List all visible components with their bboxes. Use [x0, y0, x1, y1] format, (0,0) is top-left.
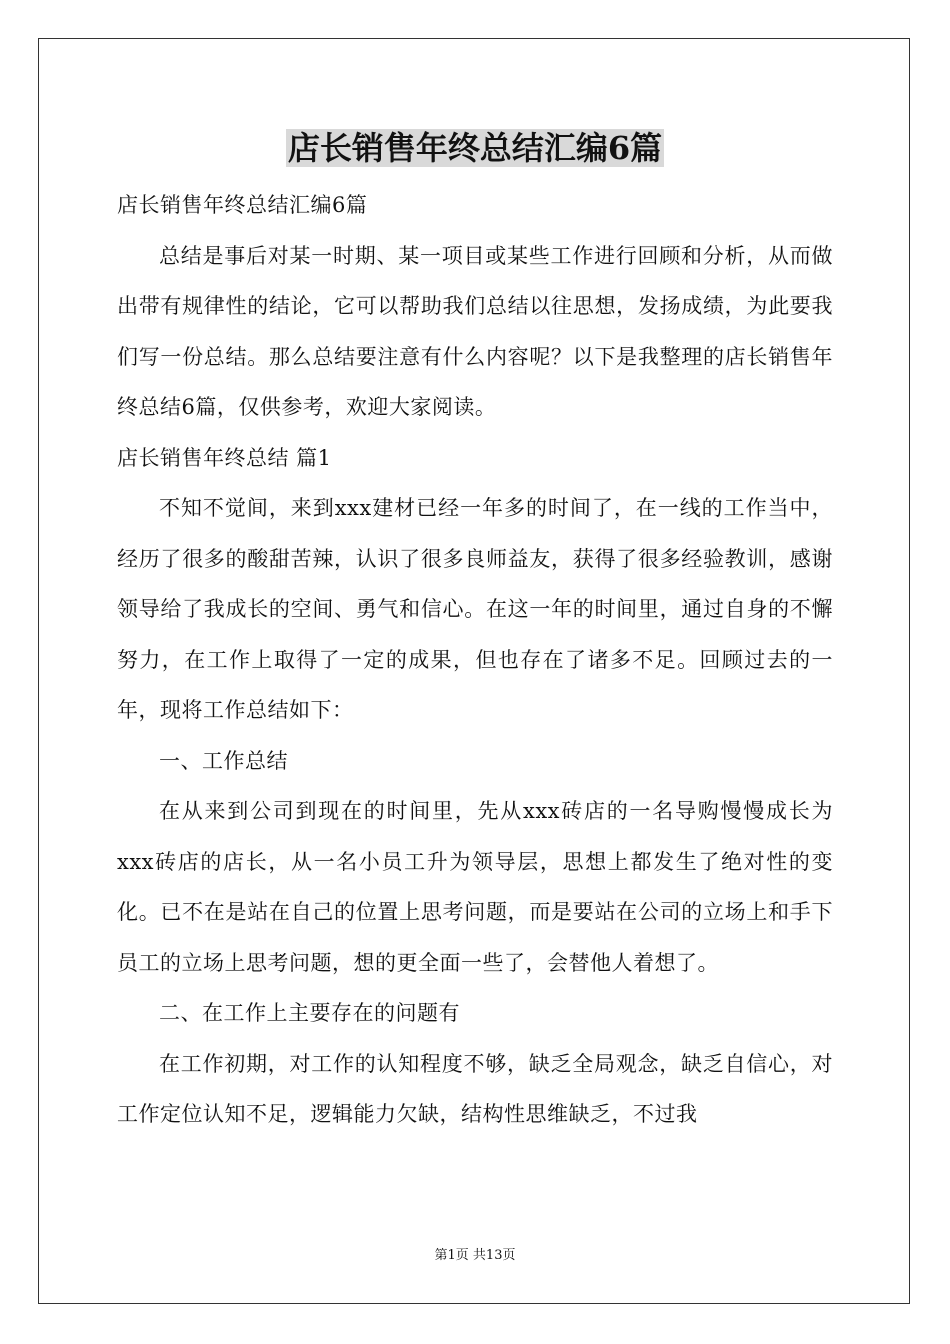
- document-title-text: 店长销售年终总结汇编6篇: [287, 129, 663, 167]
- subheading-problems: 二、在工作上主要存在的问题有: [159, 1001, 460, 1025]
- document-body: [117, 180, 833, 1140]
- document-title: [0, 126, 950, 170]
- page-footer: 第1页 共13页: [434, 1248, 516, 1263]
- intro-paragraph: 总结是事后对某一时期、某一项目或某些工作进行回顾和分析，从而做出带有规律性的结论，它可以帮助我们总结以往思想，发扬成绩，为此要我们写一份总结。那么总结要注意有什么内容呢？以下是我整理的店长销售年终总结6篇，仅供参考，欢迎大家阅读。: [117, 243, 833, 419]
- subheading-work-summary: 一、工作总结: [159, 748, 288, 773]
- section-heading-part-1: 店长销售年终总结 篇1: [117, 445, 332, 470]
- body-paragraph: 在从来到公司到现在的时间里，先从xxx砖店的一名导购慢慢成长为xxx砖店的店长，从一名小员工升为领导层，思想上都发生了绝对性的变化。已不在是站在自己的位置上思考问题，而是要站在公司的立场上和手下员工的立场上思考问题，想的更全面一些了，会替他人着想了。: [117, 799, 833, 975]
- body-paragraph: 不知不觉间，来到xxx建材已经一年多的时间了，在一线的工作当中，经历了很多的酸甜苦辣，认识了很多良师益友，获得了很多经验教训，感谢领导给了我成长的空间、勇气和信心。在这一年的时间里，通过自身的不懈努力，在工作上取得了一定的成果，但也存在了诸多不足。回顾过去的一年，现将工作总结如下：: [117, 496, 833, 722]
- document-subtitle: 店长销售年终总结汇编6篇: [117, 193, 368, 217]
- body-paragraph: 在工作初期，对工作的认知程度不够，缺乏全局观念，缺乏自信心，对工作定位认知不足，逻辑能力欠缺，结构性思维缺乏，不过我: [117, 1051, 833, 1126]
